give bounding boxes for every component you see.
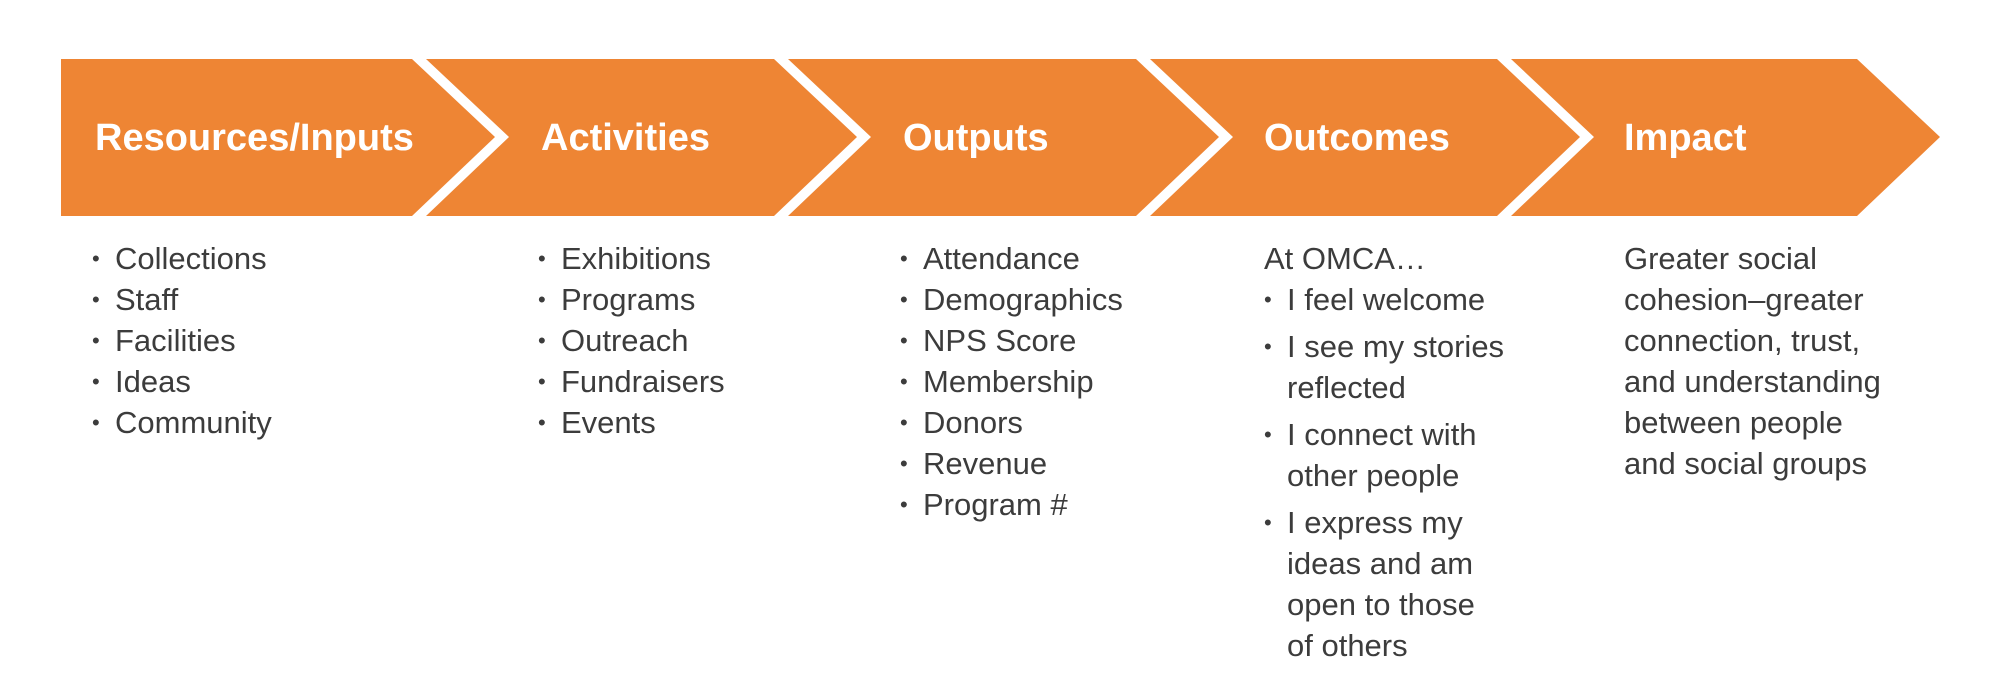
list-item (538, 402, 868, 443)
bullet-icon: • (900, 328, 908, 353)
list-item-text: Community (115, 405, 272, 440)
list-item-text: Collections (115, 241, 267, 276)
list-item-text: Attendance (923, 241, 1080, 276)
list-item-text: Facilities (115, 323, 236, 358)
bullet-icon: • (538, 287, 546, 312)
list-item (900, 279, 1240, 320)
stage-title-outputs: Outputs (903, 117, 1049, 159)
list-item (1264, 326, 1564, 408)
list-item-text: Demographics (923, 282, 1123, 317)
list-item (92, 361, 422, 402)
list-item-text: Events (561, 405, 656, 440)
list-item-line: ideas and am (1287, 546, 1474, 581)
bullet-icon: • (538, 410, 546, 435)
bullet-icon: • (900, 410, 908, 435)
impact-line: Greater social (1624, 241, 1817, 276)
bullet-icon: • (900, 451, 908, 476)
list-item (1264, 414, 1564, 496)
stage-title-outcomes: Outcomes (1264, 117, 1450, 159)
list-item-line: other people (1287, 458, 1460, 493)
list-item (92, 279, 422, 320)
bullet-icon: • (92, 410, 100, 435)
list-item (92, 402, 422, 443)
bullet-icon: • (1264, 422, 1272, 447)
outputs-list (900, 238, 1240, 525)
list-item-text: Ideas (115, 364, 191, 399)
list-item (900, 402, 1240, 443)
list-item-line: I express my (1287, 505, 1463, 540)
stage-title-activities: Activities (541, 117, 710, 159)
list-item (92, 320, 422, 361)
bullet-icon: • (538, 246, 546, 271)
bullet-icon: • (1264, 287, 1272, 312)
bullet-icon: • (538, 369, 546, 394)
bullet-icon: • (92, 328, 100, 353)
list-item-text: Revenue (923, 446, 1048, 481)
stage-title-resources-inputs: Resources/Inputs (95, 117, 414, 159)
list-item (92, 238, 422, 279)
list-item-text: Program # (923, 487, 1068, 522)
list-item (538, 238, 868, 279)
bullet-icon: • (900, 369, 908, 394)
impact-description (1624, 238, 1964, 484)
bullet-icon: • (900, 287, 908, 312)
outcomes-list (1264, 238, 1564, 666)
list-item (900, 320, 1240, 361)
bullet-icon: • (900, 492, 908, 517)
bullet-icon: • (92, 369, 100, 394)
list-item-text: Programs (561, 282, 696, 317)
list-item-line: of others (1287, 628, 1408, 663)
impact-line: and understanding (1624, 364, 1881, 399)
bullet-icon: • (92, 287, 100, 312)
list-item-text: Fundraisers (561, 364, 725, 399)
bullet-icon: • (1264, 510, 1272, 535)
bullet-icon: • (538, 328, 546, 353)
list-item (900, 238, 1240, 279)
list-item (1264, 279, 1564, 320)
bullet-icon: • (900, 246, 908, 271)
list-item-text: NPS Score (923, 323, 1077, 358)
list-item-text: Donors (923, 405, 1023, 440)
impact-line: between people (1624, 405, 1843, 440)
impact-line: connection, trust, (1624, 323, 1861, 358)
list-item (1264, 502, 1564, 666)
impact-line: cohesion–greater (1624, 282, 1864, 317)
list-item (538, 361, 868, 402)
list-item-line: reflected (1287, 370, 1406, 405)
stage-title-impact: Impact (1624, 117, 1747, 159)
list-item (538, 320, 868, 361)
bullet-icon: • (1264, 334, 1272, 359)
list-item-text: Staff (115, 282, 179, 317)
impact-line: and social groups (1624, 446, 1867, 481)
list-item-line: I feel welcome (1287, 282, 1486, 317)
resources-inputs-list (92, 238, 422, 443)
list-item (900, 484, 1240, 525)
list-item (538, 279, 868, 320)
list-item-text: Outreach (561, 323, 689, 358)
list-item-line: I see my stories (1287, 329, 1505, 364)
list-item (900, 361, 1240, 402)
list-item-line: open to those (1287, 587, 1475, 622)
list-item-text: Exhibitions (561, 241, 711, 276)
activities-list (538, 238, 868, 443)
bullet-icon: • (92, 246, 100, 271)
list-item (900, 443, 1240, 484)
list-item-line: I connect with (1287, 417, 1477, 452)
list-item-text: Membership (923, 364, 1094, 399)
outcomes-intro: At OMCA… (1264, 241, 1426, 276)
